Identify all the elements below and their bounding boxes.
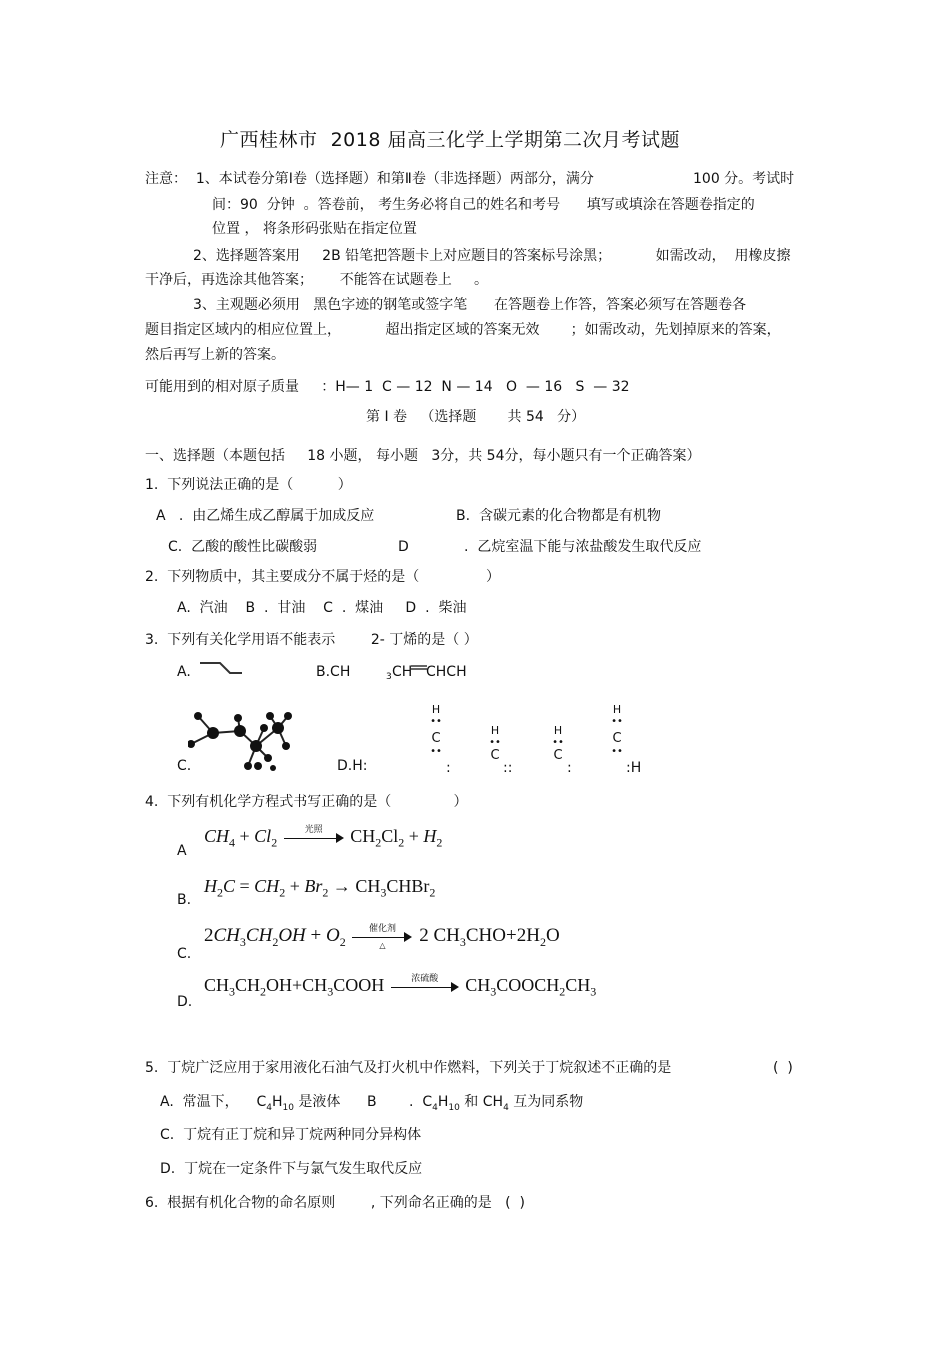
- q1-option-a: A . 由乙烯生成乙醇属于加成反应: [156, 508, 375, 524]
- lewis-dots-5: ••: [611, 716, 623, 727]
- q3-option-b-chch: CHCH: [426, 664, 467, 680]
- lewis-c-3: C: [553, 748, 563, 763]
- reaction-arrow-a: 光照: [284, 831, 344, 845]
- q5-stem: 5. 丁烷广泛应用于家用液化石油气及打火机中作燃料，下列关于丁烷叙述不正确的是: [145, 1060, 672, 1076]
- q3-stem: 3. 下列有关化学用语不能表示 2- 丁烯的是（ ）: [145, 632, 478, 648]
- note-2-line-1: 2、选择题答案用 2B 铅笔把答题卡上对应题目的答案标号涂黑； 如需改动， 用橡皮擦: [193, 248, 791, 264]
- ball-stick-model-icon: [188, 706, 298, 774]
- note-1-line-3: 位置 ， 将条形码张贴在指定位置: [212, 221, 417, 237]
- equation-a: $CH_4 + Cl_2$ 光照 $CH_2Cl_2 + H_2$: [204, 824, 443, 850]
- q5-option-c: C. 丁烷有正丁烷和异丁烷两种同分异构体: [160, 1127, 422, 1143]
- note-2-line-2: 干净后，再选涂其他答案； 不能答在试题卷上 。: [145, 272, 488, 288]
- lewis-end: :H: [626, 760, 642, 776]
- q5-option-b-label: B: [367, 1094, 377, 1110]
- q1-stem: 1. 下列说法正确的是（ ）: [145, 477, 352, 493]
- page-title: 广西桂林市 2018 届高三化学上学期第二次月考试题: [220, 129, 680, 151]
- lewis-h-3: H: [553, 724, 563, 737]
- lewis-c-1: C: [431, 731, 441, 746]
- q5-option-a: A. 常温下， $C_4H_{10}$ 是液体: [160, 1094, 341, 1113]
- note-1-line-1: 注意： 1、本试卷分第Ⅰ卷（选择题）和第Ⅱ卷（非选择题）两部分，满分: [145, 171, 594, 187]
- q4-option-a-label: A: [177, 843, 187, 859]
- lewis-dots-3: ••: [489, 737, 501, 748]
- note-1-line-2: 间：90 分钟 。答卷前， 考生务必将自己的姓名和考号 填写或填涂在答题卷指定的: [212, 197, 755, 213]
- equation-c: $2CH_3CH_2OH + O_2$ 催化剂 △ 2 $CH_3CHO+2H_2O$: [204, 923, 560, 950]
- q4-option-b-label: B.: [177, 892, 192, 908]
- q5-option-d: D. 丁烷在一定条件下与氯气发生取代反应: [160, 1161, 423, 1177]
- q4-stem: 4. 下列有机化学方程式书写正确的是（ ）: [145, 794, 468, 810]
- lewis-c-2: C: [490, 748, 500, 763]
- reaction-arrow-c: 催化剂 △: [352, 930, 412, 944]
- equation-d: $CH_3CH_2OH+CH_3COOH$ 浓硫酸 $CH_3COOCH_2CH_3$: [204, 973, 597, 999]
- q1-option-d: . 乙烷室温下能与浓盐酸发生取代反应: [464, 539, 702, 555]
- lewis-dots-2: ••: [430, 746, 442, 757]
- q6-stem: 6. 根据有机化合物的命名原则 , 下列命名正确的是 ( ): [145, 1195, 525, 1211]
- reaction-arrow-d: 浓硫酸: [391, 980, 459, 994]
- section-heading: 第 I 卷 （选择题 共 54 分）: [366, 409, 586, 425]
- q3-option-b-ch: CH: [392, 664, 413, 680]
- q1-option-b: B. 含碳元素的化合物都是有机物: [456, 508, 661, 524]
- q3-option-d-label: D.H:: [337, 758, 368, 774]
- lewis-h-4: H: [612, 703, 622, 716]
- lewis-colon-3: :: [567, 760, 572, 776]
- q3-option-b-label: B.CH: [316, 664, 351, 680]
- lewis-colon-2: ::: [503, 760, 513, 776]
- note-3-line-2: 题目指定区域内的相应位置上， 超出指定区域的答案无效 ；如需改动，先划掉原来的答案，: [145, 322, 781, 338]
- q3-option-a-label: A.: [177, 664, 191, 680]
- q2-stem: 2. 下列物质中，其主要成分不属于烃的是（ ）: [145, 569, 501, 585]
- q3-option-b-sub: 3: [386, 672, 392, 682]
- note-3-line-1: 3、主观题必须用 黑色字迹的钢笔或签字笔 在答题卷上作答，答案必须写在答题卷各: [193, 297, 746, 313]
- lewis-dots-4: ••: [552, 737, 564, 748]
- lewis-dots-1: ••: [430, 716, 442, 727]
- q5-option-b: . $C_4H_{10}$ 和 $CH_4$ 互为同系物: [409, 1094, 584, 1113]
- lewis-h-1: H: [431, 703, 441, 716]
- lewis-h-2: H: [490, 724, 500, 737]
- q5-paren: ( ): [773, 1060, 793, 1076]
- atomic-mass: 可能用到的相对原子质量 ：H— 1 C — 12 N — 14 O — 16 S — 32: [145, 379, 630, 395]
- equation-b: $H_2C = CH_2 + Br_2$ → $CH_3CHBr_2$: [204, 876, 436, 900]
- note-3-line-3: 然后再写上新的答案。: [145, 347, 285, 363]
- q2-options: A. 汽油 B . 甘油 C . 煤油 D . 柴油: [177, 600, 467, 616]
- skeletal-formula-icon: [198, 660, 244, 676]
- q3-option-c-label: C.: [177, 758, 192, 774]
- part-heading: 一、选择题（本题包括 18 小题， 每小题 3分，共 54分，每小题只有一个正确答案）: [145, 448, 701, 464]
- lewis-dots-6: ••: [611, 746, 623, 757]
- note-1-line-1b: 100 分。考试时: [693, 171, 795, 187]
- q4-option-c-label: C.: [177, 946, 192, 962]
- lewis-colon-1: :: [446, 760, 451, 776]
- q1-option-d-label: D: [398, 539, 409, 555]
- q4-option-d-label: D.: [177, 994, 193, 1010]
- q1-option-c: C. 乙酸的酸性比碳酸弱: [168, 539, 318, 555]
- lewis-c-4: C: [612, 731, 622, 746]
